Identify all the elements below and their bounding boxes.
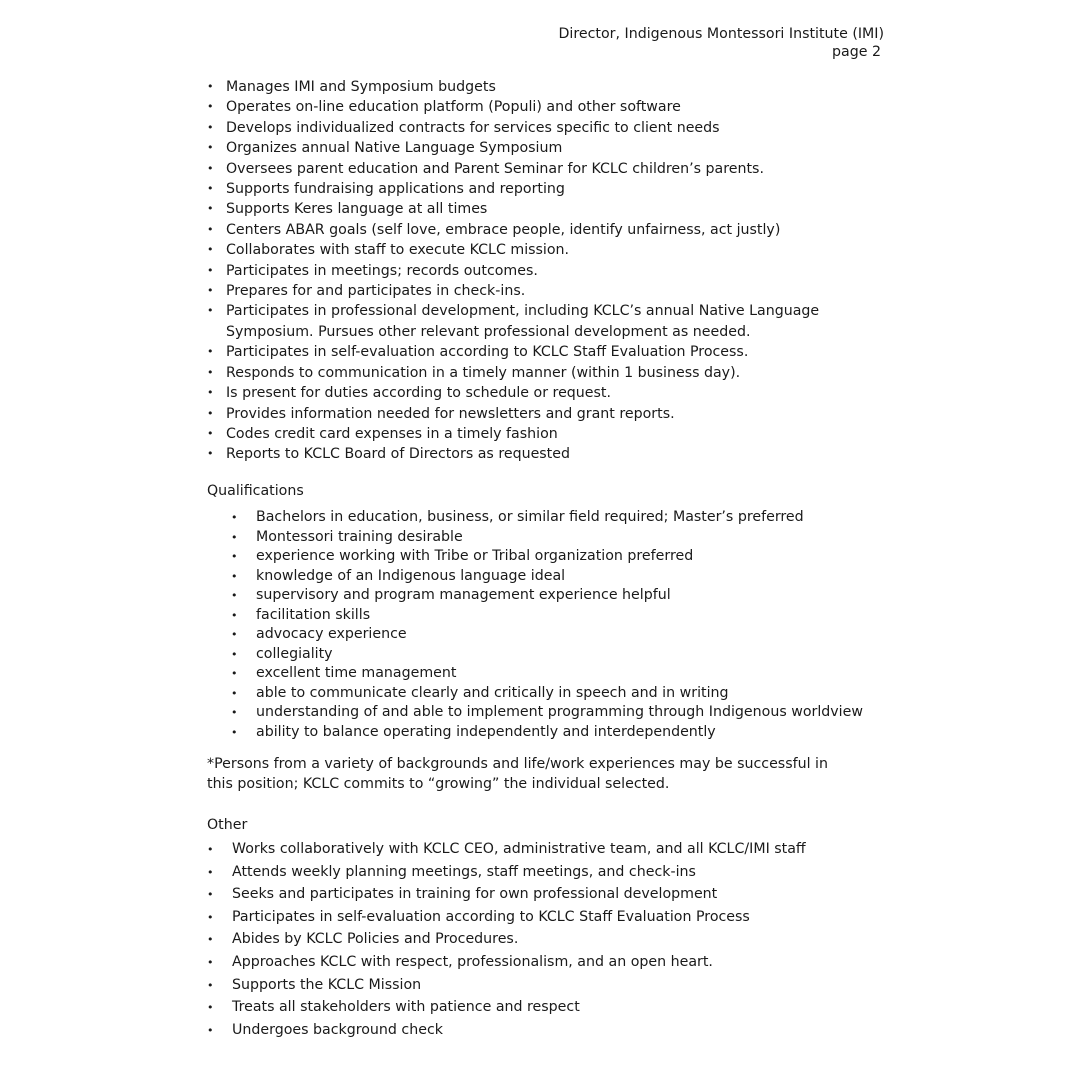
list-item: • Attends weekly planning meetings, staff meetings, and check-ins — [207, 861, 867, 884]
list-item: • collegiality — [231, 645, 871, 665]
list-item: • Prepares for and participates in check-ins. — [207, 281, 887, 301]
list-item: • Supports Keres language at all times — [207, 199, 887, 219]
list-item: • Treats all stakeholders with patience and respect — [207, 996, 867, 1019]
list-item: • Participates in professional development, including KCLC’s annual Native Language Symposium. Pursues other relevant professional development as needed. — [207, 301, 887, 342]
list-item: • Organizes annual Native Language Symposium — [207, 138, 887, 158]
list-item: • Manages IMI and Symposium budgets — [207, 77, 887, 97]
list-item: • ability to balance operating independently and interdependently — [231, 723, 871, 743]
list-item: • Seeks and participates in training for own professional development — [207, 883, 867, 906]
list-item: • Approaches KCLC with respect, professionalism, and an open heart. — [207, 951, 867, 974]
list-item: • Participates in meetings; records outcomes. — [207, 261, 887, 281]
list-item: • supervisory and program management experience helpful — [231, 586, 871, 606]
list-item: • Provides information needed for newsletters and grant reports. — [207, 404, 887, 424]
list-item: • Bachelors in education, business, or similar field required; Master’s preferred — [231, 508, 871, 528]
other-heading: Other — [207, 817, 248, 833]
list-item: • Montessori training desirable — [231, 528, 871, 548]
list-item: • Undergoes background check — [207, 1019, 867, 1042]
list-item: • experience working with Tribe or Tribal organization preferred — [231, 547, 871, 567]
list-item: • Collaborates with staff to execute KCLC mission. — [207, 240, 887, 260]
list-item: • Develops individualized contracts for services specific to client needs — [207, 118, 887, 138]
list-item: • Reports to KCLC Board of Directors as requested — [207, 444, 887, 464]
list-item: • Abides by KCLC Policies and Procedures. — [207, 928, 867, 951]
list-item: • Is present for duties according to schedule or request. — [207, 383, 887, 403]
list-item: • Responds to communication in a timely manner (within 1 business day). — [207, 363, 887, 383]
list-item: • Supports fundraising applications and reporting — [207, 179, 887, 199]
list-item: • knowledge of an Indigenous language ideal — [231, 567, 871, 587]
list-item: • Oversees parent education and Parent Seminar for KCLC children’s parents. — [207, 159, 887, 179]
list-item: • Participates in self-evaluation according to KCLC Staff Evaluation Process — [207, 906, 867, 929]
other-list — [207, 838, 867, 1041]
list-item: • Works collaboratively with KCLC CEO, administrative team, and all KCLC/IMI staff — [207, 838, 867, 861]
list-item: • Participates in self-evaluation according to KCLC Staff Evaluation Process. — [207, 342, 887, 362]
list-item: • understanding of and able to implement programming through Indigenous worldview — [231, 703, 871, 723]
page-header — [559, 25, 885, 61]
candidate-note: *Persons from a variety of backgrounds and life/work experiences may be successful in this position; KCLC commits to “growing” the individual selected. — [207, 756, 828, 792]
list-item: • facilitation skills — [231, 606, 871, 626]
list-item: • advocacy experience — [231, 625, 871, 645]
list-item: • able to communicate clearly and critically in speech and in writing — [231, 684, 871, 704]
qualifications-heading: Qualifications — [207, 483, 304, 499]
page-number: page 2 — [832, 44, 881, 60]
list-item: • Centers ABAR goals (self love, embrace people, identify unfairness, act justly) — [207, 220, 887, 240]
duties-list — [207, 77, 887, 465]
document-title: Director, Indigenous Montessori Institute (IMI) — [558, 26, 884, 42]
qualifications-list — [231, 508, 871, 742]
list-item: • excellent time management — [231, 664, 871, 684]
list-item: • Supports the KCLC Mission — [207, 974, 867, 997]
list-item: • Codes credit card expenses in a timely fashion — [207, 424, 887, 444]
list-item: • Operates on-line education platform (Populi) and other software — [207, 97, 887, 117]
